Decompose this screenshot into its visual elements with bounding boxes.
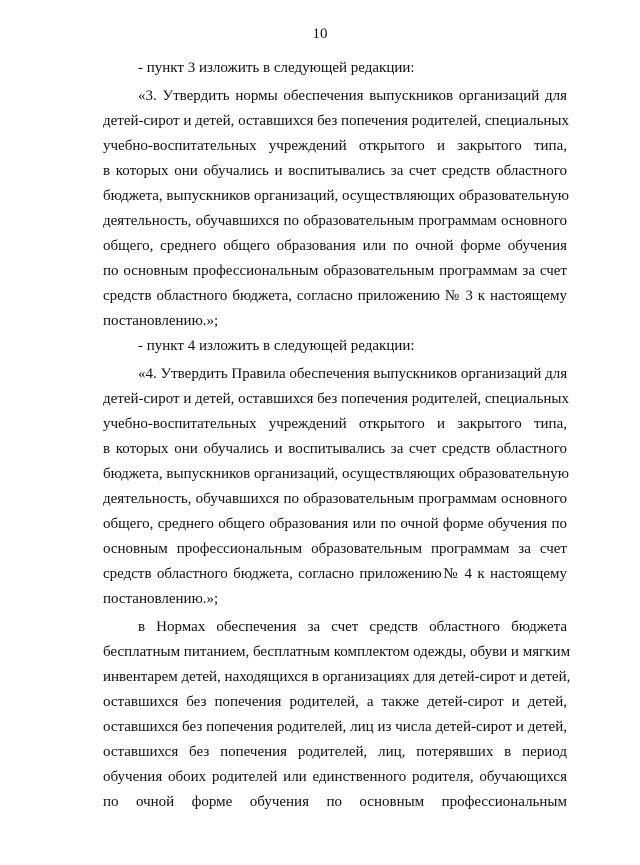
text-line: в которых они обучались и воспитывались за счет средств областного xyxy=(103,441,567,457)
text-line: по очной форме обучения по основным профессиональным xyxy=(103,794,567,810)
text-line: средств областного бюджета, согласно приложению№ 4 к настоящему xyxy=(103,566,567,582)
paragraph-item4-heading: - пункт 4 изложить в следующей редакции: xyxy=(138,338,415,354)
text-line: оставшихся без попечения родителей, лиц из числа детей-сирот и детей, xyxy=(103,719,567,735)
text-line: средств областного бюджета, согласно приложению № 3 к настоящему xyxy=(103,288,567,304)
text-line: в которых они обучались и воспитывались за счет средств областного xyxy=(103,163,567,179)
text-line: «3. Утвердить нормы обеспечения выпускников организаций для xyxy=(138,88,567,104)
text-line: деятельность, обучавшихся по образовательным программам основного xyxy=(103,491,567,507)
text-line: детей-сирот и детей, оставшихся без попечения родителей, специальных xyxy=(103,113,570,129)
text-line: общего, среднего общего образования или по очной форме обучения xyxy=(103,238,567,254)
text-line: постановлению.»; xyxy=(103,591,219,607)
text-line: общего, среднего общего образования или по очной форме обучения по xyxy=(103,516,567,532)
text-line: учебно-воспитательных учреждений открытого и закрытого типа, xyxy=(103,138,567,154)
paragraph-item3-heading: - пункт 3 изложить в следующей редакции: xyxy=(138,60,415,76)
text-line: бюджета, выпускников организаций, осуществляющих образовательную xyxy=(103,188,569,204)
text-line: по основным профессиональным образовательным программам за счет xyxy=(103,263,567,279)
text-line: учебно-воспитательных учреждений открытого и закрытого типа, xyxy=(103,416,567,432)
text-line: в Нормах обеспечения за счет средств областного бюджета xyxy=(138,619,567,635)
page-number: 10 xyxy=(312,26,328,42)
text-line: «4. Утвердить Правила обеспечения выпускников организаций для xyxy=(138,366,568,382)
text-line: основным профессиональным образовательным программам за счет xyxy=(103,541,567,557)
text-line: оставшихся без попечения родителей, лиц, потерявших в период xyxy=(103,744,567,760)
text-line: обучения обоих родителей или единственного родителя, обучающихся xyxy=(103,769,567,785)
text-line: деятельность, обучавшихся по образовательным программам основного xyxy=(103,213,567,229)
text-line: оставшихся без попечения родителей, а также детей-сирот и детей, xyxy=(103,694,567,710)
text-line: инвентарем детей, находящихся в организациях для детей-сирот и детей, xyxy=(103,669,571,685)
text-line: бесплатным питанием, бесплатным комплектом одежды, обуви и мягким xyxy=(103,644,571,660)
text-line: постановлению.»; xyxy=(103,313,219,329)
text-line: детей-сирот и детей, оставшихся без попечения родителей, специальных xyxy=(103,391,570,407)
text-line: бюджета, выпускников организаций, осуществляющих образовательную xyxy=(103,466,569,482)
